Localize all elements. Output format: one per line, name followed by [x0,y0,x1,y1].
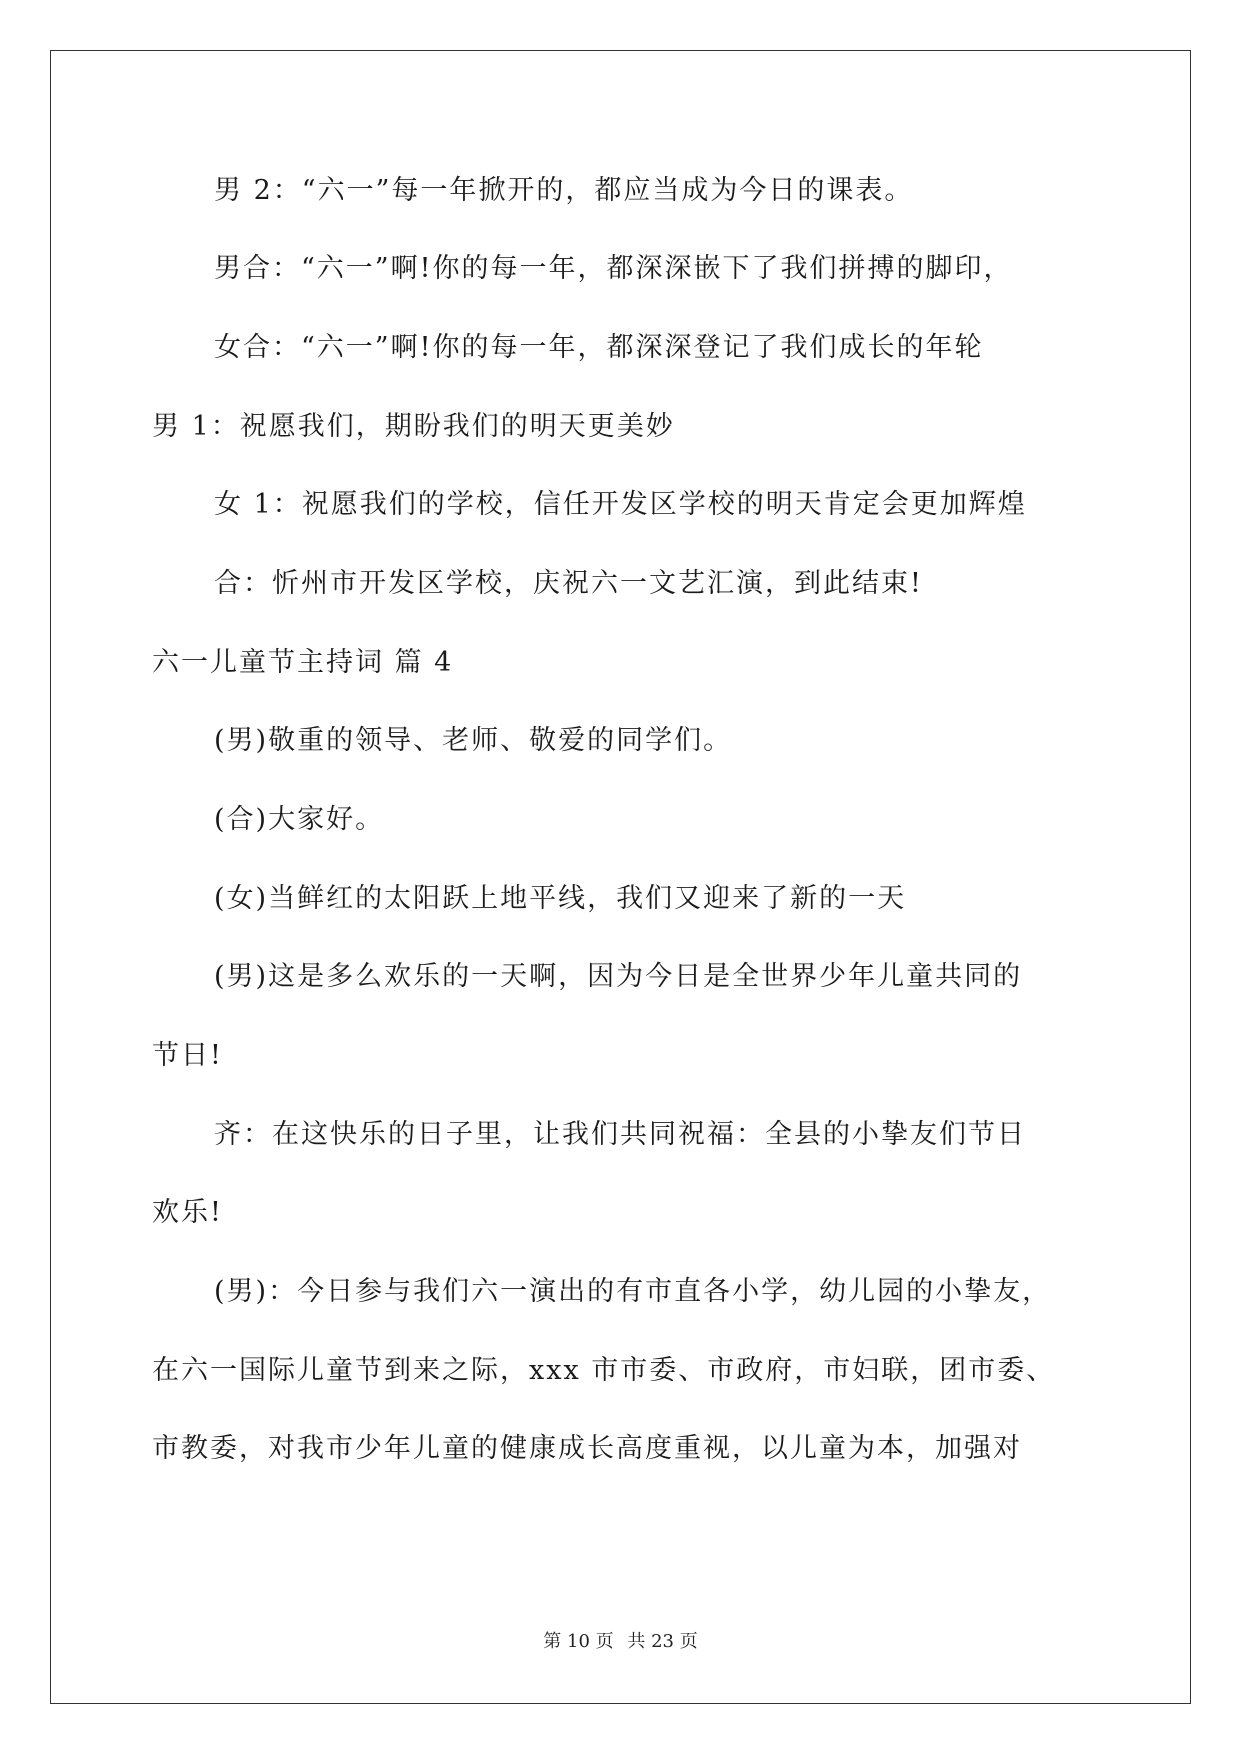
page-footer [0,1630,1241,1654]
text-line: (女)当鲜红的太阳跃上地平线，我们又迎来了新的一天 [214,883,907,914]
text-line: 女合：“六一”啊!你的每一年，都深深登记了我们成长的年轮 [214,332,984,363]
text-line: 男 1：祝愿我们，期盼我们的明天更美妙 [152,411,675,442]
text-line: 在六一国际儿童节到来之际，xxx 市市委、市政府，市妇联，团市委、 [152,1355,1056,1386]
page-number: 第 10 页 [543,1631,614,1652]
text-line: 男 2：“六一”每一年掀开的，都应当成为今日的课表。 [214,175,914,206]
text-line: 市教委，对我市少年儿童的健康成长高度重视，以儿童为本，加强对 [152,1433,1022,1464]
text-line: 节日! [152,1040,223,1071]
page-total: 共 23 页 [627,1631,698,1652]
text-line: 合：忻州市开发区学校，庆祝六一文艺汇演，到此结束! [214,568,923,599]
text-line: (男)这是多么欢乐的一天啊，因为今日是全世界少年儿童共同的 [214,961,1023,992]
text-line: 欢乐! [152,1197,223,1228]
text-line: (男)：今日参与我们六一演出的有市直各小学，幼儿园的小挚友， [214,1276,1052,1307]
text-line: 男合：“六一”啊!你的每一年，都深深嵌下了我们拼搏的脚印， [214,253,1013,284]
text-line: 女 1：祝愿我们的学校，信任开发区学校的明天肯定会更加辉煌 [214,489,1027,520]
text-line: (男)敬重的领导、老师、敬爱的同学们。 [214,725,733,756]
text-line: 齐：在这快乐的日子里，让我们共同祝福：全县的小挚友们节日 [214,1119,1026,1150]
section-heading: 六一儿童节主持词 篇 4 [152,647,454,678]
text-line: (合)大家好。 [214,804,385,835]
